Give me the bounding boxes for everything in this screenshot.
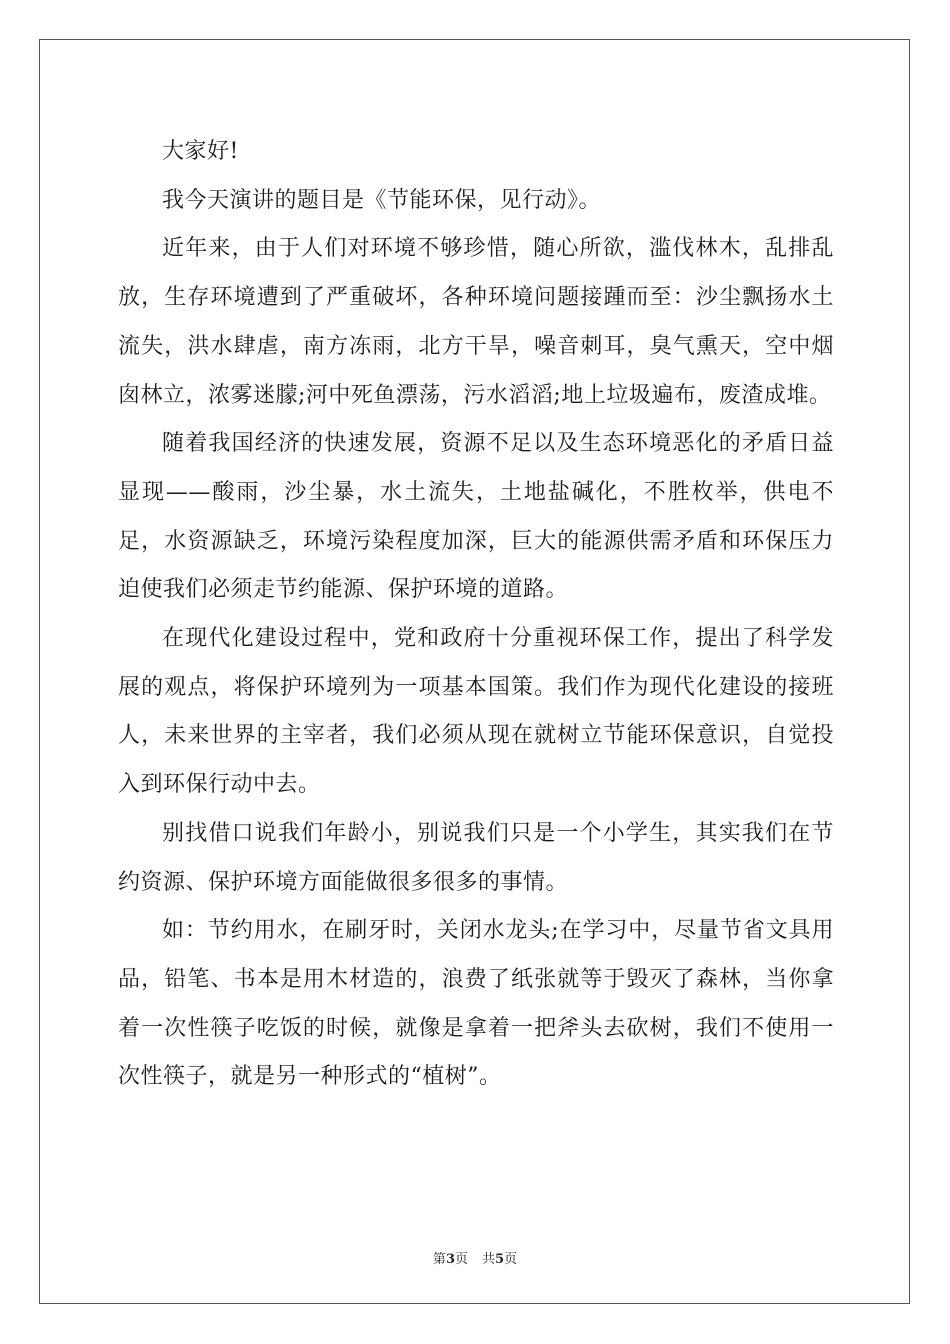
paragraph-government-policy: 在现代化建设过程中，党和政府十分重视环保工作，提出了科学发展的观点，将保护环境列为一项基本国策。我们作为现代化建设的接班人，未来世界的主宰者，我们必须从现在就树立节能环保意识，自觉投入到环保行动中去。 (118, 626, 834, 798)
paragraph-greeting: 大家好! (162, 139, 239, 164)
paragraph-economic-development: 随着我国经济的快速发展，资源不足以及生态环境恶化的矛盾日益显现——酸雨，沙尘暴，水土流失，土地盐碱化，不胜枚举，供电不足，水资源缺乏，环境污染程度加深，巨大的能源供需矛盾和环保压力迫使我们必须走节约能源、保护环境的道路。 (118, 431, 834, 603)
page-prefix: 第 (432, 1252, 446, 1267)
total-prefix: 共 (482, 1252, 496, 1267)
total-suffix: 页 (504, 1252, 518, 1267)
paragraph-topic: 我今天演讲的题目是《节能环保，见行动》。 (162, 187, 602, 213)
page-suffix: 页 (454, 1252, 468, 1267)
current-page: 3 (445, 1252, 455, 1267)
page-footer (0, 1248, 950, 1267)
paragraph-examples: 如：节约用水，在刷牙时，关闭水龙头;在学习中，尽量节省文具用品，铅笔、书本是用木材造的，浪费了纸张就等于毁灭了森林，当你拿着一次性筷子吃饭的时候，就像是拿着一把斧头去砍树，我们不使用一次性筷子，就是另一种形式的“植树”。 (118, 918, 834, 1090)
paragraph-no-excuses: 别找借口说我们年龄小，别说我们只是一个小学生，其实我们在节约资源、保护环境方面能做很多很多的事情。 (118, 820, 834, 895)
total-page-count: 5 (495, 1252, 505, 1267)
total-pages (482, 1252, 517, 1267)
paragraph-environment-problems: 近年来，由于人们对环境不够珍惜，随心所欲，滥伐林木，乱排乱放，生存环境遭到了严重破坏，各种环境问题接踵而至：沙尘飘扬水土流失，洪水肆虐，南方冻雨，北方干旱，噪音刺耳，臭气熏天，空中烟囱林立，浓雾迷朦;河中死鱼漂荡，污水滔滔;地上垃圾遍布，废渣成堆。 (118, 236, 834, 408)
document-body (118, 128, 834, 1102)
page-number (433, 1252, 468, 1267)
